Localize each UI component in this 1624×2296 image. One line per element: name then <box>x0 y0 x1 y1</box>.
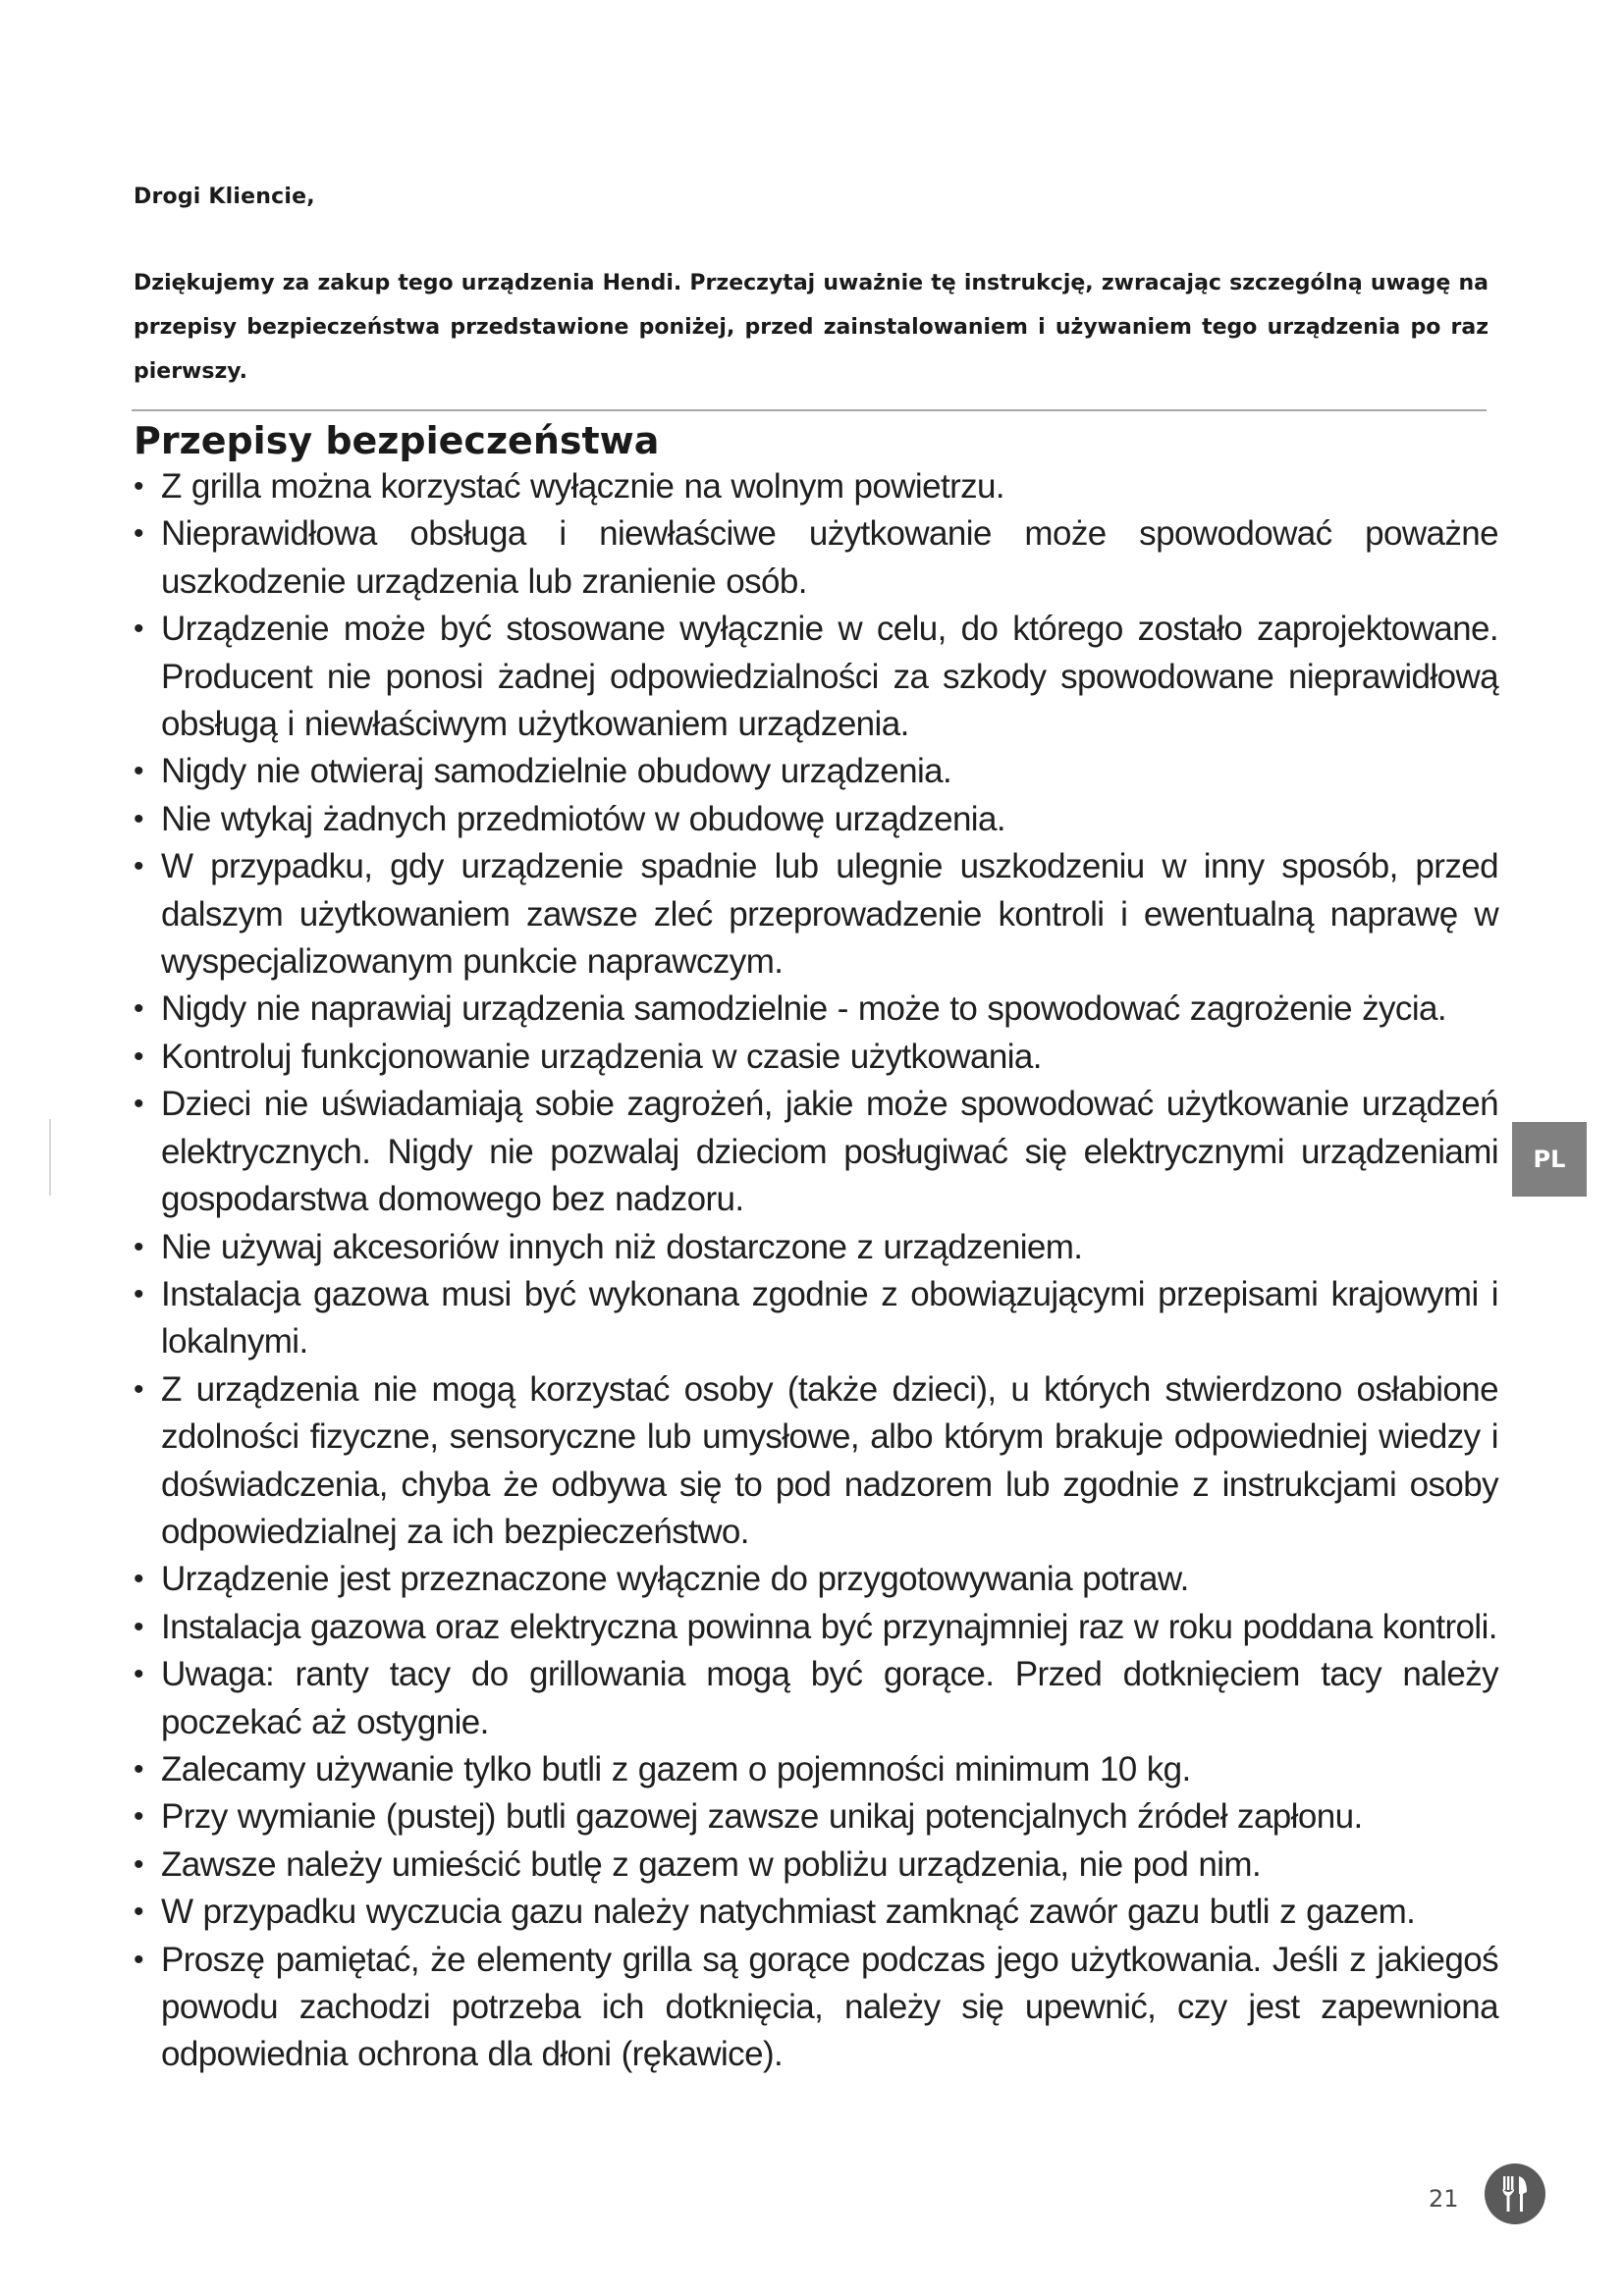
bullet-icon: • <box>134 1610 143 1643</box>
bullet-icon: • <box>134 1658 143 1691</box>
safety-rule-item <box>134 1081 1498 1223</box>
bullet-icon: • <box>134 850 143 883</box>
margin-mark <box>49 1119 51 1196</box>
bullet-icon: • <box>134 1088 143 1121</box>
safety-rule-text: Przy wymianie (pustej) butli gazowej zawsze unikaj potencjalnych źródeł zapłonu. <box>161 1797 1363 1837</box>
safety-rule-text: Kontroluj funkcjonowanie urządzenia w czasie użytkowania. <box>161 1037 1042 1076</box>
safety-rule-text: Nieprawidłowa obsługa i niewłaściwe użytkowanie może spowodować poważne uszkodzenie urządzenia lub zranienie osób. <box>161 514 1498 601</box>
safety-rule-text: Urządzenie jest przeznaczone wyłącznie do przygotowywania potraw. <box>161 1560 1189 1599</box>
safety-rule-text: Nie używaj akcesoriów innych niż dostarczone z urządzeniem. <box>161 1227 1083 1266</box>
safety-rules-list <box>134 463 1498 2079</box>
safety-rule-item <box>134 1889 1498 1936</box>
intro-paragraph: Dziękujemy za zakup tego urządzenia Hendi. Przeczytaj uważnie tę instrukcję, zwracając szczególną uwagę na przepisy bezpieczeństwa przedstawione poniżej, przed zainstalowaniem i używaniem tego urządzenia po raz pierwszy. <box>134 271 1489 384</box>
language-tab <box>1512 1122 1587 1197</box>
safety-rule-item <box>134 463 1498 510</box>
safety-rule-item <box>134 796 1498 843</box>
bullet-icon: • <box>134 802 143 835</box>
safety-rule-item <box>134 1793 1498 1841</box>
bullet-icon: • <box>134 1230 143 1263</box>
bullet-icon: • <box>134 1896 143 1929</box>
language-tab-label: PL <box>1533 1146 1566 1173</box>
safety-rule-text: Instalacja gazowa musi być wykonana zgodnie z obowiązującymi przepisami krajowymi i lokalnymi. <box>161 1274 1498 1362</box>
bullet-icon: • <box>134 1943 143 1976</box>
bullet-icon: • <box>134 470 143 503</box>
bullet-icon: • <box>134 1563 143 1596</box>
bullet-icon: • <box>134 1847 143 1881</box>
bullet-icon: • <box>134 517 143 551</box>
bullet-icon: • <box>134 1040 143 1073</box>
safety-rule-item <box>134 1271 1498 1366</box>
safety-rule-item <box>134 606 1498 748</box>
safety-rule-item <box>134 986 1498 1033</box>
safety-rule-text: Zalecamy używanie tylko butli z gazem o pojemności minimum 10 kg. <box>161 1749 1191 1789</box>
bullet-icon: • <box>134 755 143 788</box>
safety-rule-item <box>134 1746 1498 1793</box>
greeting: Drogi Kliencie, <box>134 185 315 209</box>
safety-rule-text: Z urządzenia nie mogą korzystać osoby (także dzieci), u których stwierdzono osłabione zdolności fizyczne, sensoryczne lub umysłowe, albo którym brakuje odpowiedniej wiedzy i doświadczenia, chyba że odbywa się to pod nadzorem lub zgodnie z instrukcjami osoby odpowiedzialnej za ich bezpieczeństwo. <box>161 1369 1498 1551</box>
safety-rule-text: W przypadku wyczucia gazu należy natychmiast zamknąć zawór gazu butli z gazem. <box>161 1893 1416 1932</box>
bullet-icon: • <box>134 1800 143 1834</box>
section-divider <box>132 409 1487 411</box>
bullet-icon: • <box>134 1277 143 1310</box>
safety-rule-item <box>134 1937 1498 2079</box>
bullet-icon: • <box>134 1372 143 1406</box>
safety-rule-item <box>134 843 1498 986</box>
bullet-icon: • <box>134 613 143 646</box>
safety-rule-item <box>134 1842 1498 1889</box>
safety-rule-text: Dzieci nie uświadamiają sobie zagrożeń, jakie może spowodować użytkowanie urządzeń elektrycznych. Nigdy nie pozwalaj dzieciom posługiwać się elektrycznymi urządzeniami gospodarstwa domowego bez nadzoru. <box>161 1085 1498 1219</box>
safety-rule-text: Zawsze należy umieścić butlę z gazem w pobliżu urządzenia, nie pod nim. <box>161 1844 1262 1884</box>
safety-rule-text: Uwaga: ranty tacy do grillowania mogą być gorące. Przed dotknięciem tacy należy poczekać aż ostygnie. <box>161 1655 1498 1741</box>
safety-rule-text: Proszę pamiętać, że elementy grilla są gorące podczas jego użytkowania. Jeśli z jakiegoś powodu zachodzi potrzeba ich dotknięcia, należy się upewnić, czy jest zapewniona odpowiednia ochrona dla dłoni (rękawice). <box>161 1940 1498 2074</box>
safety-rule-item <box>134 1224 1498 1271</box>
safety-rule-item <box>134 1556 1498 1603</box>
safety-rule-text: Nie wtykaj żadnych przedmiotów w obudowę urządzenia. <box>161 799 1005 838</box>
safety-rule-text: W przypadku, gdy urządzenie spadnie lub ulegnie uszkodzeniu w inny sposób, przed dalszym użytkowaniem zawsze zleć przeprowadzenie kontroli i ewentualną naprawę w wyspecjalizowanym punkcie naprawczym. <box>161 847 1498 982</box>
safety-rule-item <box>134 748 1498 795</box>
safety-rule-item <box>134 1651 1498 1746</box>
safety-rule-item <box>134 1034 1498 1081</box>
safety-rule-item <box>134 1604 1498 1651</box>
cutlery-logo-icon <box>1484 2163 1546 2225</box>
section-title: Przepisy bezpieczeństwa <box>134 419 660 462</box>
safety-rule-text: Urządzenie może być stosowane wyłącznie w celu, do którego zostało zaprojektowane. Producent nie ponosi żadnej odpowiedzialności za szkody spowodowane nieprawidłową obsługą i niewłaściwym użytkowaniem urządzenia. <box>161 610 1498 744</box>
safety-rule-text: Nigdy nie naprawiaj urządzenia samodzielnie - może to spowodować zagrożenie życia. <box>161 989 1447 1029</box>
safety-rule-text: Instalacja gazowa oraz elektryczna powinna być przynajmniej raz w roku poddana kontroli. <box>161 1607 1497 1646</box>
safety-rule-text: Z grilla można korzystać wyłącznie na wolnym powietrzu. <box>161 467 1005 506</box>
bullet-icon: • <box>134 992 143 1026</box>
bullet-icon: • <box>134 1752 143 1786</box>
safety-rule-item <box>134 510 1498 606</box>
safety-rule-item <box>134 1366 1498 1557</box>
safety-rule-text: Nigdy nie otwieraj samodzielnie obudowy urządzenia. <box>161 752 952 791</box>
page-number: 21 <box>1429 2185 1459 2213</box>
